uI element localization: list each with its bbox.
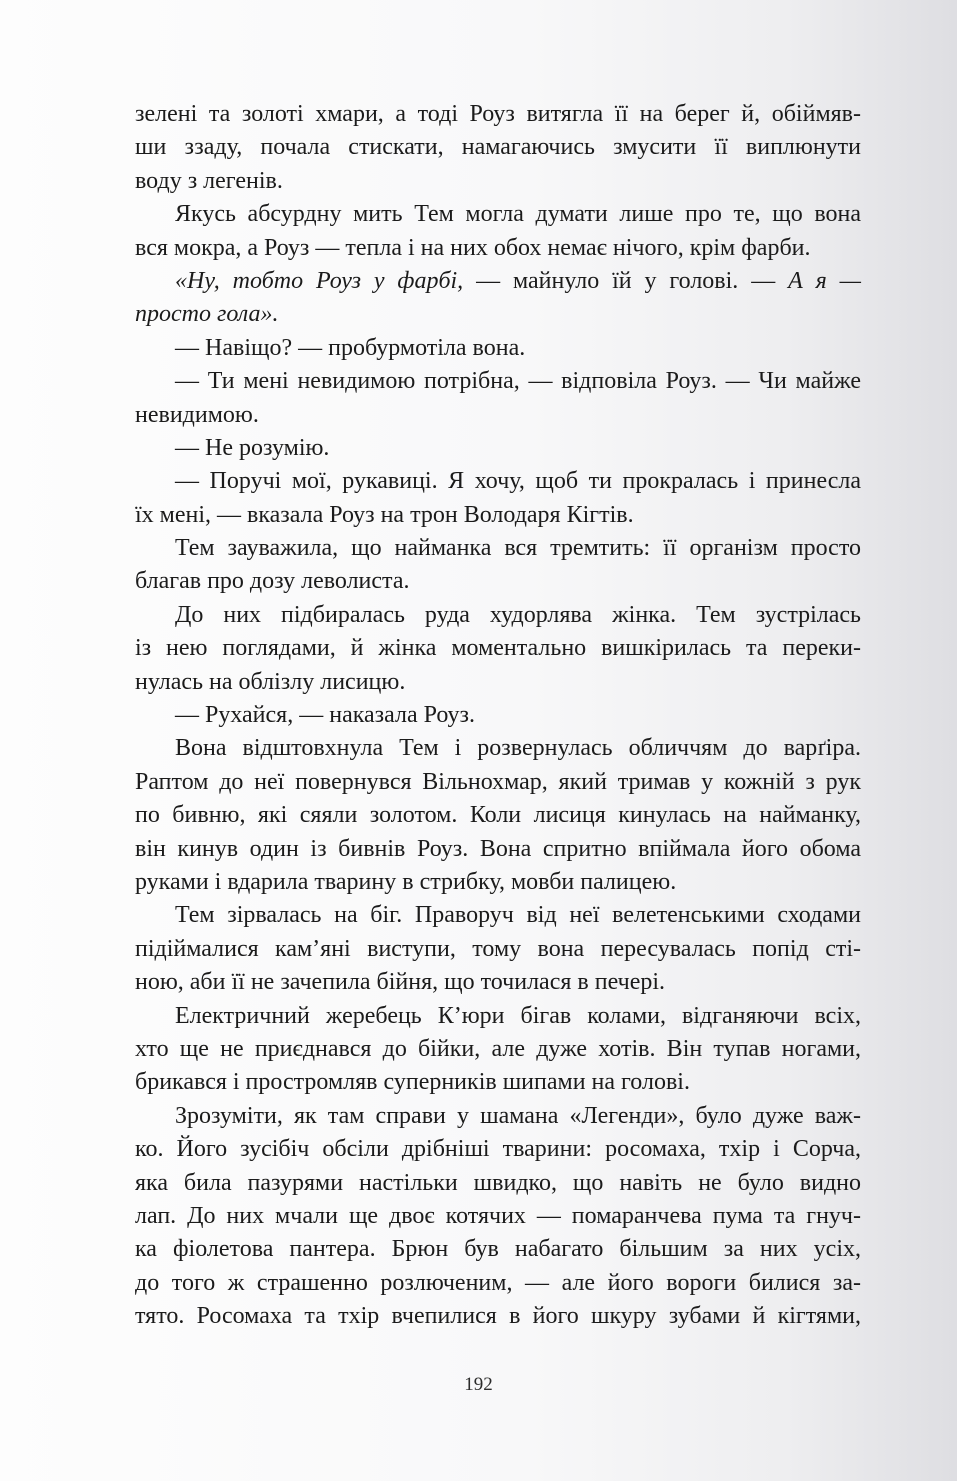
text-line: просто гола». (135, 301, 279, 328)
text-line: вся мокра, а Роуз — тепла і на них обох немає нічого, крім фарби. (135, 234, 811, 261)
text-line: Тем зауважила, що найманка вся тремтить: її організм просто (175, 535, 861, 562)
italic-fragment: А я — (788, 267, 862, 294)
text-line: Якусь абсурдну мить Тем могла думати лише про те, що вона (175, 201, 861, 228)
text-line: — Не розумію. (175, 434, 330, 461)
text-line: ка фіолетова пантера. Брюн був набагато більшим за них усіх, (135, 1236, 861, 1263)
text-line: до того ж страшенно розлюченим, — але його вороги билися за- (135, 1269, 861, 1296)
text-line: ною, аби її не зачепила бійня, що точилася в печері. (135, 969, 666, 996)
text-line: зелені та золоті хмари, а тоді Роуз витягла її на берег й, обіймяв- (135, 101, 861, 127)
text-line: Електричний жеребець К’юри бігав колами, відганяючи всіх, (175, 1002, 861, 1029)
text-line: їх мені, — вказала Роуз на трон Володаря Кігтів. (135, 501, 634, 528)
text-line: Раптом до неї повернувся Вільнохмар, який тримав у кожній з рук (135, 768, 861, 795)
text-line: Вона відштовхнула Тем і розвернулась обличчям до варґіра. (175, 735, 861, 762)
text-line-italic-mixed: «Ну, тобто Роуз у фарбі, — майнуло їй у голові. — А я — (175, 267, 862, 294)
text-line: — Поручі мої, рукавиці. Я хочу, щоб ти прокралась і принесла (175, 468, 861, 495)
text-line: підіймалися кам’яні виступи, тому вона пересувалась попід сті- (135, 935, 861, 962)
text-line: — Рухайся, — наказала Роуз. (175, 702, 475, 729)
page-number: 192 (464, 1374, 493, 1395)
text-line: До них підбиралась руда худорлява жінка. Тем зустрілась (175, 601, 861, 628)
text-line: брикався і простромляв суперників шипами на голові. (135, 1069, 690, 1096)
text-line: Тем зірвалась на біг. Праворуч від неї велетенськими сходами (175, 902, 861, 929)
text-line: руками і вдарила тварину в стрибку, мовби палицею. (135, 868, 677, 895)
body-text (135, 98, 861, 1333)
text-line: воду з легенів. (135, 167, 283, 194)
text-line: нулась на облізлу лисицю. (135, 668, 406, 695)
text-line: хто ще не приєднався до бійки, але дуже хотів. Він тупав ногами, (135, 1035, 861, 1062)
text-line: яка била пазурями настільки швидко, що навіть не було видно (135, 1169, 861, 1196)
text-line: він кинув один із бивнів Роуз. Вона спритно впіймала його обома (135, 835, 861, 862)
text-line: ши ззаду, почала стискати, намагаючись змусити її виплюнути (135, 134, 861, 161)
text-line: із нею поглядами, й жінка моментально вишкірилась та переки- (135, 635, 861, 662)
text-line: ко. Його зусібіч обсіли дрібніші тварини: росомаха, тхір і Сорча, (135, 1136, 861, 1163)
text-line: Зрозуміти, як там справи у шамана «Легенди», було дуже важ- (175, 1102, 861, 1129)
italic-fragment: «Ну, тобто Роуз у фарбі, (175, 267, 464, 294)
text-line: по бивню, які сяяли золотом. Коли лисиця кинулась на найманку, (135, 802, 861, 829)
text-line: — Навіщо? — пробурмотіла вона. (175, 334, 526, 361)
text-line: лап. До них мчали ще двоє котячих — помаранчева пума та гнуч- (135, 1202, 861, 1229)
text-line: невидимою. (135, 401, 259, 428)
text-line: благав про дозу леволиста. (135, 568, 410, 595)
text-line: — Ти мені невидимою потрібна, — відповіла Роуз. — Чи майже (175, 368, 861, 395)
text-line: тято. Росомаха та тхір вчепилися в його шкуру зубами й кігтями, (135, 1303, 861, 1330)
